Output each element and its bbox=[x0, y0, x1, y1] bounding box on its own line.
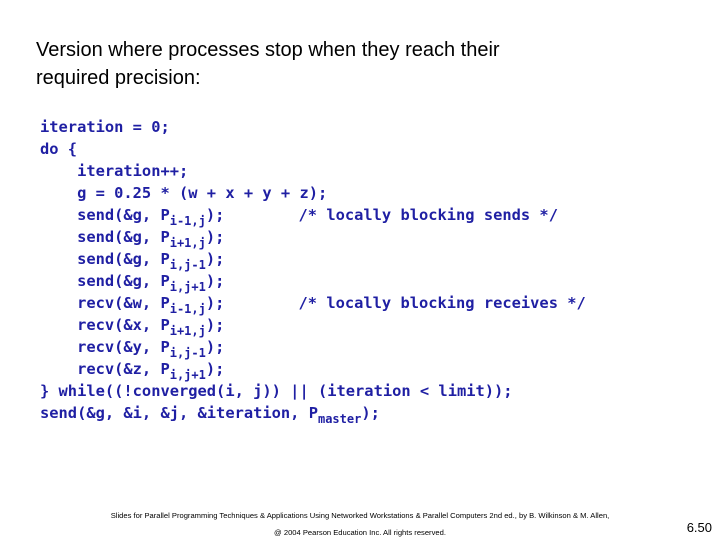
code-text: send(&g, P bbox=[40, 272, 170, 290]
code-text: iteration = 0; bbox=[40, 118, 170, 136]
code-subscript: i,j-1 bbox=[169, 346, 206, 360]
heading-line-1: Version where processes stop when they reach their bbox=[36, 39, 500, 61]
footer-credit: Slides for Parallel Programming Techniques & Applications Using Networked Workstations & Parallel Computers 2nd ed., by B. Wilkinson & M. Allen, bbox=[110, 511, 610, 520]
code-line bbox=[40, 380, 586, 402]
code-block bbox=[40, 116, 586, 424]
code-text: ); bbox=[205, 228, 225, 246]
code-subscript: i-1,j bbox=[169, 214, 206, 228]
code-text: send(&g, P bbox=[40, 228, 170, 246]
page-number: 6.50 bbox=[686, 520, 712, 535]
code-line bbox=[40, 182, 586, 204]
code-text: ); bbox=[205, 272, 225, 290]
code-text: g = 0.25 * (w + x + y + z); bbox=[40, 184, 328, 202]
code-text: ); /* locally blocking sends */ bbox=[205, 206, 558, 224]
code-text: ); /* locally blocking receives */ bbox=[205, 294, 586, 312]
code-text: ); bbox=[205, 316, 225, 334]
heading-line-2: required precision: bbox=[36, 67, 201, 89]
code-subscript: i,j-1 bbox=[169, 258, 206, 272]
code-line bbox=[40, 160, 586, 182]
code-text: } while((!converged(i, j)) || (iteration < limit)); bbox=[40, 382, 513, 400]
code-subscript: i,j+1 bbox=[169, 280, 206, 294]
code-line bbox=[40, 204, 586, 226]
code-line bbox=[40, 270, 586, 292]
code-text: send(&g, P bbox=[40, 206, 170, 224]
code-line bbox=[40, 226, 586, 248]
code-text: recv(&y, P bbox=[40, 338, 170, 356]
code-text: iteration++; bbox=[40, 162, 189, 180]
code-subscript: i+1,j bbox=[169, 324, 206, 338]
code-line bbox=[40, 138, 586, 160]
code-text: ); bbox=[205, 360, 225, 378]
code-subscript: i+1,j bbox=[169, 236, 206, 250]
code-text: ); bbox=[205, 250, 225, 268]
code-subscript: master bbox=[317, 412, 362, 426]
code-line bbox=[40, 116, 586, 138]
code-text: send(&g, &i, &j, &iteration, P bbox=[40, 404, 318, 422]
code-text: recv(&w, P bbox=[40, 294, 170, 312]
code-subscript: i,j+1 bbox=[169, 368, 206, 382]
code-text: do { bbox=[40, 140, 78, 158]
code-text: recv(&z, P bbox=[40, 360, 170, 378]
code-line bbox=[40, 336, 586, 358]
code-text: ); bbox=[205, 338, 225, 356]
footer-copyright: @ 2004 Pearson Education Inc. All rights reserved. bbox=[274, 528, 446, 537]
slide-heading bbox=[36, 36, 500, 92]
code-line bbox=[40, 248, 586, 270]
code-text: send(&g, P bbox=[40, 250, 170, 268]
code-text: recv(&x, P bbox=[40, 316, 170, 334]
code-text: ); bbox=[361, 404, 380, 422]
code-line bbox=[40, 314, 586, 336]
code-subscript: i-1,j bbox=[169, 302, 206, 316]
code-line bbox=[40, 402, 586, 424]
code-line bbox=[40, 358, 586, 380]
code-line bbox=[40, 292, 586, 314]
